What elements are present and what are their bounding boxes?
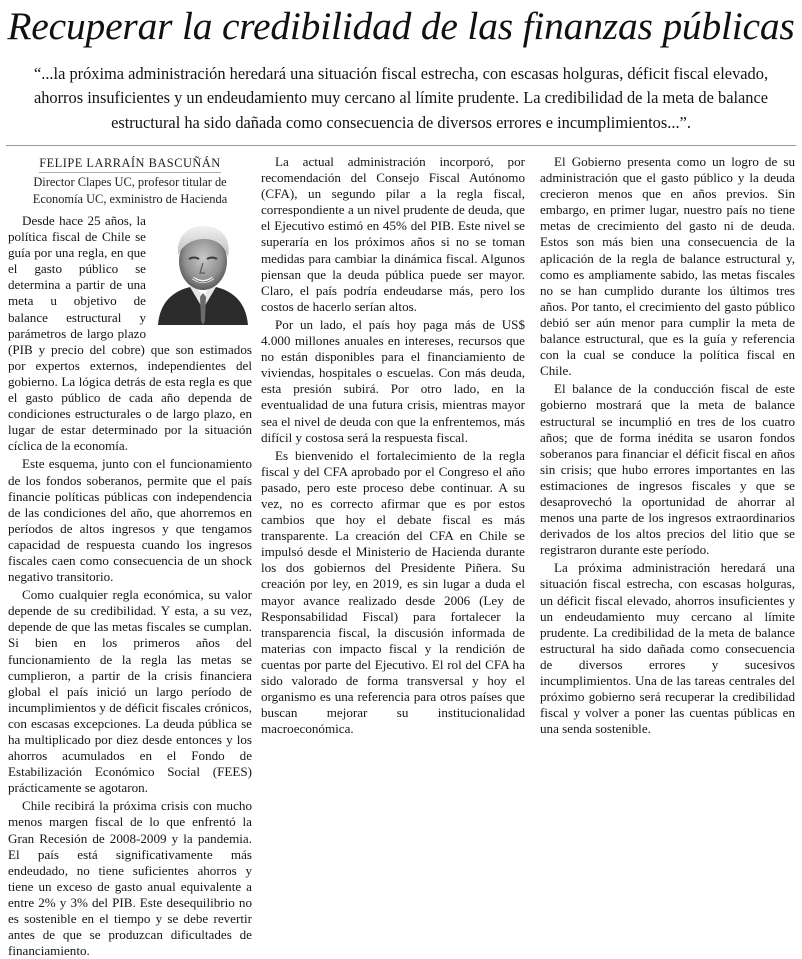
author-name: FELIPE LARRAÍN BASCUÑÁN [39,155,221,173]
author-role: Director Clapes UC, profesor titular de Economía UC, exministro de Hacienda [32,175,228,206]
paragraph-8: El Gobierno presenta como un logro de su administración que el gasto público y la deuda crecieron menos que en años previos. Sin embargo, en primer lugar, nuestro país no tiene metas de crecimiento del gasto ni de deuda. Estos son más bien una consecuencia de la aplicación de la regla de balance estructural y, como es ampliamente sabido, las metas fiscales no se han cumplido durante los últimos tres años. Por tanto, el crecimiento del gasto público debió ser aún menor para cumplir la meta de balance estructural, que es la guía y referencia con la cual se conduce la política fiscal en Chile. [540,154,795,379]
header-divider [6,145,796,146]
paragraph-4: Chile recibirá la próxima crisis con mucho menos margen fiscal de lo que enfrentó la Gran Recesión de 2008-2009 y la pandemia. El país está significativamente más endeudado, no tiene suficientes ahorros y tiene un exceso de gasto anual equivalente a entre 2% y 3% del PIB. Este desequilibrio no es sostenible en el tiempo y se debe revertir antes de que se produzcan dificultades de financiamiento. [8,798,252,959]
paragraph-9: El balance de la conducción fiscal de este gobierno mostrará que la meta de balance estructural se incumplió en tres de los cuatro años; que de forma inédita se usaron fondos soberanos para financiar el déficit fiscal en años sin crisis; que hubo errores importantes en las estimaciones de ingresos fiscales y que se desaprovechó la oportunidad de ahorrar al menos una parte de los ingresos extraordinarios derivados de los altos precios del litio que se registraron durante este período. [540,381,795,558]
paragraph-1-text: Desde hace 25 años, la política fiscal de Chile se guía por una regla, en que el gasto público se determina a partir de una meta u objetivo de balance estructural y parámetros de largo plazo (PIB y precio del cobre) que son estimados por expertos externos, independientes del gobierno. La lógica detrás de esta regla es que el gasto público de cada año dependa de condiciones estructurales o de largo plazo, en lugar de estar determinado por la situación cíclica de la economía. [8,213,252,454]
paragraph-6: Por un lado, el país hoy paga más de US$ 4.000 millones anuales en intereses, recursos que no están disponibles para el financiamiento de viviendas, hospitales o escuelas. Con más deuda, esta presión subirá. Por otro lado, en la eventualidad de una futura crisis, mientras mayor sea el nivel de deuda con que la enfrentemos, más difícil y costosa será la respuesta fiscal. [261,316,525,445]
paragraph-3: Como cualquier regla económica, su valor depende de su credibilidad. Y esta, a su vez, depende de que las metas fiscales se cumplan. Si bien en los primeros años del funcionamiento de la regla las metas se cumplieron, a partir de la crisis financiera global el país inició un largo período de incumplimientos y de déficit fiscales crónicos, con escasas excepciones. La deuda pública se ha multiplicado por diez desde entonces y los ahorros acumulados en el Fondo de Estabilización Económico Social (FEES) prácticamente se agotaron. [8,587,252,796]
pull-quote: “...la próxima administración heredará una situación fiscal estrecha, con escasas holguras, déficit fiscal elevado, ahorros insuficientes y un endeudamiento muy cercano al límite prudente. La credibilidad de la meta de balance estructural ha sido dañada como consecuencia de diversos errores e incumplimientos...”. [33,64,769,132]
author-photo [154,217,252,325]
paragraph-5: La actual administración incorporó, por recomendación del Consejo Fiscal Autónomo (CFA), un segundo pilar a la regla fiscal, correspondiente a un nivel prudente de deuda, que el Ejecutivo estimó en 45% del PIB. Este nivel se superaría en los próximos años si no se toman medidas para cambiar la dinámica fiscal. Algunos piensan que la deuda pública puede ser mayor. Claro, el país podría endeudarse más, pero los costos de hacerlo serían altos. [261,154,525,314]
paragraph-10: La próxima administración heredará una situación fiscal estrecha, con escasas holguras, un déficit fiscal elevado, ahorros insuficientes y un endeudamiento muy cercano al límite prudente. La credibilidad de la meta de balance estructural ha sido dañada como consecuencia de diversos errores y sucesivos incumplimientos. Una de las tareas centrales del próximo gobierno será recuperar la credibilidad fiscal y volver a poner las cuentas públicas en una senda sostenible. [540,560,795,737]
paragraph-7: Es bienvenido el fortalecimiento de la regla fiscal y del CFA aprobado por el Congreso el año pasado, pero este proceso debe continuar. A su vez, no es correcto afirmar que es por estos cambios que hoy el debate fiscal es más transparente. La creación del CFA en Chile se impulsó desde el Ministerio de Hacienda durante los dos gobiernos del Presidente Piñera. Su creación por ley, en 2019, es sin lugar a duda el mayor avance realizado desde 2006 (Ley de Responsabilidad Fiscal) para fortalecer la transparencia fiscal, la discusión informada de materias con impacto fiscal y la rendición de cuentas por parte del Ejecutivo. El rol del CFA ha sido valorado de forma transversal y hoy el organismo es una referencia para otros países que buscan mejorar su institucionalidad macroeconómica. [261,447,525,737]
article-column-2 [261,154,525,808]
paragraph-2: Este esquema, junto con el funcionamiento de los fondos soberanos, permite que el país financie políticas públicas con independencia de las condiciones del año, que ahorremos en períodos de altos ingresos y que tengamos capacidad de respuesta cuando los ingresos fiscales caen como consecuencia de un shock negativo transitorio. [8,456,252,585]
byline [8,154,252,207]
paragraph-1 [8,213,252,454]
article-column-3 [540,154,795,808]
article-title: Recuperar la credibilidad de las finanzas públicas [7,4,795,48]
article-column-1 [8,154,252,959]
